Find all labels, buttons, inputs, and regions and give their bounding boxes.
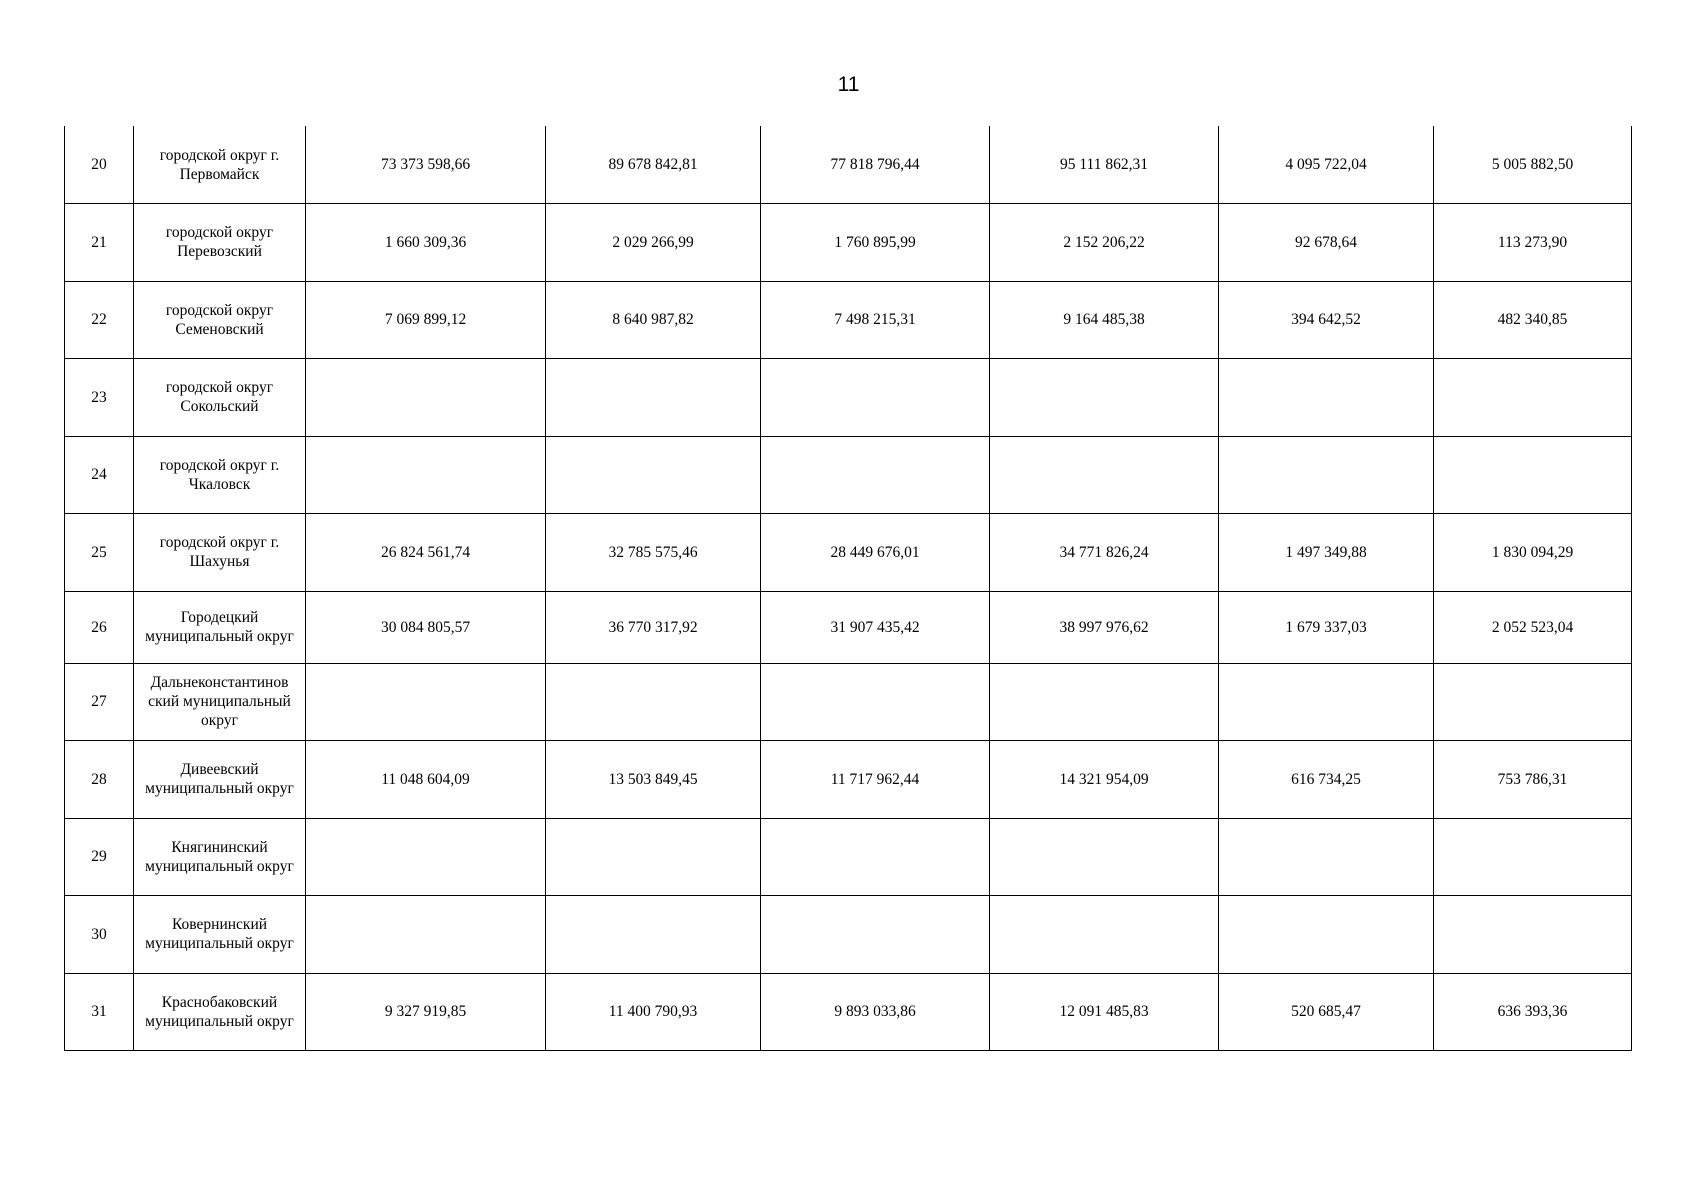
value-cell-3: 1 760 895,99 (761, 204, 990, 282)
value-cell-5: 4 095 722,04 (1219, 126, 1434, 204)
row-number: 31 (65, 973, 134, 1051)
value-cell-3 (761, 818, 990, 896)
district-name: городской округ Сокольский (134, 359, 306, 437)
value-cell-6: 482 340,85 (1434, 281, 1632, 359)
value-cell-5: 394 642,52 (1219, 281, 1434, 359)
value-cell-3: 28 449 676,01 (761, 514, 990, 592)
value-cell-6: 113 273,90 (1434, 204, 1632, 282)
value-cell-3: 31 907 435,42 (761, 591, 990, 663)
district-name: городской округ г. Чкаловск (134, 436, 306, 514)
table-row (65, 359, 1632, 437)
row-number: 20 (65, 126, 134, 204)
value-cell-5: 1 679 337,03 (1219, 591, 1434, 663)
district-name: Дальнеконстантинов ский муниципальный округ (134, 663, 306, 741)
value-cell-4: 9 164 485,38 (990, 281, 1219, 359)
row-number: 21 (65, 204, 134, 282)
value-cell-1: 11 048 604,09 (306, 741, 546, 819)
value-cell-3: 11 717 962,44 (761, 741, 990, 819)
value-cell-5 (1219, 359, 1434, 437)
value-cell-1: 73 373 598,66 (306, 126, 546, 204)
value-cell-2 (546, 359, 761, 437)
value-cell-5: 92 678,64 (1219, 204, 1434, 282)
value-cell-1 (306, 818, 546, 896)
value-cell-6 (1434, 359, 1632, 437)
value-cell-6: 5 005 882,50 (1434, 126, 1632, 204)
value-cell-4 (990, 896, 1219, 974)
value-cell-4: 34 771 826,24 (990, 514, 1219, 592)
value-cell-2: 89 678 842,81 (546, 126, 761, 204)
value-cell-6: 1 830 094,29 (1434, 514, 1632, 592)
value-cell-2: 11 400 790,93 (546, 973, 761, 1051)
value-cell-2: 8 640 987,82 (546, 281, 761, 359)
value-cell-1 (306, 436, 546, 514)
value-cell-2 (546, 663, 761, 741)
value-cell-1 (306, 896, 546, 974)
value-cell-2: 36 770 317,92 (546, 591, 761, 663)
value-cell-1: 26 824 561,74 (306, 514, 546, 592)
row-number: 28 (65, 741, 134, 819)
row-number: 22 (65, 281, 134, 359)
value-cell-3 (761, 359, 990, 437)
value-cell-3 (761, 896, 990, 974)
table-row (65, 126, 1632, 204)
value-cell-1 (306, 359, 546, 437)
value-cell-4: 95 111 862,31 (990, 126, 1219, 204)
value-cell-6: 753 786,31 (1434, 741, 1632, 819)
value-cell-1: 30 084 805,57 (306, 591, 546, 663)
value-cell-5 (1219, 818, 1434, 896)
data-table (64, 126, 1632, 1051)
value-cell-2 (546, 818, 761, 896)
value-cell-4 (990, 663, 1219, 741)
value-cell-1 (306, 663, 546, 741)
value-cell-1: 1 660 309,36 (306, 204, 546, 282)
table-row (65, 591, 1632, 663)
value-cell-3 (761, 436, 990, 514)
value-cell-6 (1434, 896, 1632, 974)
value-cell-4: 2 152 206,22 (990, 204, 1219, 282)
value-cell-1: 7 069 899,12 (306, 281, 546, 359)
district-name: Городецкий муниципальный округ (134, 591, 306, 663)
value-cell-6: 636 393,36 (1434, 973, 1632, 1051)
row-number: 30 (65, 896, 134, 974)
row-number: 24 (65, 436, 134, 514)
value-cell-3: 77 818 796,44 (761, 126, 990, 204)
value-cell-2: 2 029 266,99 (546, 204, 761, 282)
value-cell-1: 9 327 919,85 (306, 973, 546, 1051)
value-cell-3: 7 498 215,31 (761, 281, 990, 359)
value-cell-6 (1434, 818, 1632, 896)
value-cell-4: 38 997 976,62 (990, 591, 1219, 663)
district-name: городской округ Семеновский (134, 281, 306, 359)
value-cell-6 (1434, 663, 1632, 741)
value-cell-2: 32 785 575,46 (546, 514, 761, 592)
table-row (65, 281, 1632, 359)
district-name: Ковернинский муниципальный округ (134, 896, 306, 974)
value-cell-5 (1219, 436, 1434, 514)
row-number: 27 (65, 663, 134, 741)
value-cell-6: 2 052 523,04 (1434, 591, 1632, 663)
value-cell-5: 616 734,25 (1219, 741, 1434, 819)
value-cell-5: 1 497 349,88 (1219, 514, 1434, 592)
value-cell-5: 520 685,47 (1219, 973, 1434, 1051)
table-row (65, 973, 1632, 1051)
page-number: 11 (837, 73, 860, 96)
district-name: Краснобаковский муниципальный округ (134, 973, 306, 1051)
value-cell-5 (1219, 663, 1434, 741)
table-row (65, 663, 1632, 741)
value-cell-2 (546, 436, 761, 514)
table-row (65, 436, 1632, 514)
row-number: 26 (65, 591, 134, 663)
table-row (65, 741, 1632, 819)
row-number: 25 (65, 514, 134, 592)
district-name: городской округ г. Первомайск (134, 126, 306, 204)
value-cell-4 (990, 359, 1219, 437)
value-cell-2 (546, 896, 761, 974)
value-cell-3 (761, 663, 990, 741)
district-name: Дивеевский муниципальный округ (134, 741, 306, 819)
value-cell-4 (990, 436, 1219, 514)
district-name: Княгининский муниципальный округ (134, 818, 306, 896)
value-cell-2: 13 503 849,45 (546, 741, 761, 819)
table-row (65, 204, 1632, 282)
row-number: 23 (65, 359, 134, 437)
value-cell-4: 14 321 954,09 (990, 741, 1219, 819)
value-cell-4 (990, 818, 1219, 896)
table-row (65, 818, 1632, 896)
table-row (65, 896, 1632, 974)
row-number: 29 (65, 818, 134, 896)
value-cell-3: 9 893 033,86 (761, 973, 990, 1051)
district-name: городской округ г. Шахунья (134, 514, 306, 592)
value-cell-5 (1219, 896, 1434, 974)
value-cell-6 (1434, 436, 1632, 514)
table-row (65, 514, 1632, 592)
district-name: городской округ Перевозский (134, 204, 306, 282)
value-cell-4: 12 091 485,83 (990, 973, 1219, 1051)
